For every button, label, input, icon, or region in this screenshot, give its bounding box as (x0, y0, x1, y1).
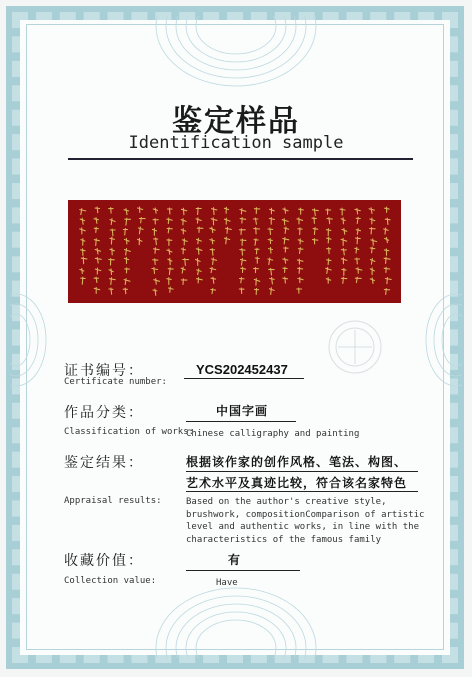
calligraphy-stroke (94, 227, 98, 232)
calligraphy-stroke (109, 269, 113, 275)
calligraphy-stroke (282, 219, 288, 225)
calligraphy-stroke (212, 208, 217, 215)
calligraphy-stroke (255, 257, 259, 263)
calligraphy-stroke (167, 278, 171, 285)
calligraphy-stroke (297, 288, 302, 293)
calligraphy-stroke (312, 217, 316, 223)
calligraphy-stroke (124, 238, 129, 244)
calligraphy-stroke (240, 209, 246, 214)
calligraphy-stroke (284, 227, 289, 233)
calligraphy-stroke (268, 258, 273, 265)
calligraphy-stroke (196, 218, 201, 223)
collection-underline (186, 570, 300, 571)
calligraphy-stroke (94, 287, 100, 293)
calligraphy-stroke (168, 268, 173, 275)
title-divider (68, 158, 413, 160)
calligraphy-stroke (81, 239, 85, 246)
classification-value-cn: 中国字画 (216, 404, 269, 418)
calligraphy-stroke (297, 218, 303, 224)
calligraphy-stroke (109, 208, 113, 214)
calligraphy-stroke (268, 239, 272, 244)
calligraphy-stroke (95, 207, 100, 213)
calligraphy-stroke (224, 237, 229, 244)
appraisal-underline-2 (186, 491, 418, 492)
calligraphy-stroke (384, 249, 388, 255)
classification-label-en: Classification of works: (64, 427, 195, 437)
calligraphy-stroke (384, 228, 389, 234)
calligraphy-stroke (181, 248, 185, 254)
calligraphy-stroke (385, 237, 389, 242)
calligraphy-stroke (240, 218, 246, 224)
calligraphy-stroke (241, 267, 246, 272)
calligraphy-stroke (197, 238, 202, 243)
calligraphy-stroke (270, 278, 275, 284)
calligraphy-stroke (152, 228, 156, 235)
calligraphy-stroke (385, 278, 391, 284)
calligraphy-stroke (298, 239, 303, 244)
calligraphy-stroke (196, 248, 202, 254)
calligraphy-stroke (95, 268, 100, 274)
calligraphy-stroke (355, 277, 361, 282)
calligraphy-stroke (167, 208, 172, 214)
collection-label-cn: 收藏价值： (64, 553, 144, 569)
calligraphy-stroke (138, 238, 142, 244)
calligraphy-stroke (80, 218, 84, 224)
calligraphy-stroke (210, 249, 214, 256)
calligraphy-stroke (297, 259, 303, 264)
classification-label-cn: 作品分类： (64, 405, 144, 421)
calligraphy-stroke (124, 209, 129, 215)
calligraphy-stroke (371, 239, 377, 245)
calligraphy-stroke (255, 288, 259, 294)
calligraphy-stroke (356, 217, 360, 223)
calligraphy-stroke (110, 237, 115, 244)
calligraphy-stroke (298, 277, 303, 282)
calligraphy-stroke (240, 278, 245, 283)
calligraphy-stroke (326, 278, 331, 284)
calligraphy-stroke (110, 248, 115, 255)
appraisal-label-cn: 鉴定结果： (64, 455, 144, 471)
appraisal-label-en: Appraisal results: (64, 496, 162, 506)
calligraphy-stroke (356, 237, 361, 244)
calligraphy-stroke (181, 219, 186, 225)
calligraphy-stroke (94, 277, 98, 282)
calligraphy-stroke (80, 209, 86, 215)
collection-label-en: Collection value: (64, 576, 157, 586)
calligraphy-stroke (283, 277, 288, 283)
calligraphy-stroke (355, 208, 360, 214)
calligraphy-stroke (342, 228, 347, 234)
calligraphy-stroke (326, 267, 332, 273)
calligraphy-stroke (211, 277, 216, 283)
calligraphy-stroke (369, 208, 374, 214)
calligraphy-stroke (210, 227, 215, 233)
calligraphy-stroke (211, 258, 216, 265)
appraisal-value-cn-line2: 艺术水平及真迹比较，符合该名家特色 (186, 476, 408, 490)
appraisal-value-cn-line1: 根据该作家的创作风格、笔法、构图、 (186, 455, 408, 469)
calligraphy-stroke (167, 249, 172, 254)
calligraphy-stroke (384, 289, 389, 295)
calligraphy-stroke (326, 209, 331, 214)
calligraphy-stroke (283, 208, 288, 213)
calligraphy-stroke (370, 218, 375, 224)
calligraphy-stroke (370, 278, 374, 284)
calligraphy-stroke (153, 219, 158, 224)
calligraphy-stroke (370, 268, 374, 275)
calligraphy-stroke (283, 258, 288, 263)
calligraphy-stroke (211, 289, 216, 294)
calligraphy-artwork-image (68, 200, 401, 303)
calligraphy-stroke (211, 218, 217, 225)
classification-underline (186, 421, 296, 422)
calligraphy-stroke (196, 208, 201, 215)
calligraphy-stroke (327, 259, 331, 265)
calligraphy-stroke (370, 259, 375, 265)
calligraphy-stroke (94, 239, 99, 246)
calligraphy-stroke (167, 228, 172, 233)
calligraphy-stroke (95, 257, 101, 263)
calligraphy-stroke (298, 228, 302, 235)
calligraphy-stroke (153, 259, 158, 265)
calligraphy-stroke (110, 219, 115, 225)
calligraphy-stroke (109, 288, 113, 294)
calligraphy-stroke (269, 288, 274, 295)
calligraphy-stroke (356, 268, 362, 274)
calligraphy-stroke (299, 208, 304, 214)
calligraphy-stroke (356, 229, 360, 235)
calligraphy-stroke (239, 288, 244, 293)
calligraphy-stroke (385, 218, 390, 224)
calligraphy-stroke (240, 249, 245, 256)
calligraphy-stroke (181, 208, 186, 214)
calligraphy-stroke (240, 259, 245, 266)
calligraphy-stroke (181, 229, 186, 234)
calligraphy-stroke (80, 228, 86, 234)
calligraphy-stroke (270, 208, 275, 214)
calligraphy-stroke (313, 228, 318, 235)
calligraphy-stroke (81, 277, 85, 284)
calligraphy-stroke (326, 229, 330, 236)
calligraphy-stroke (138, 227, 143, 234)
calligraphy-stroke (123, 288, 127, 294)
calligraphy-stroke (124, 279, 130, 285)
calligraphy-stroke (224, 207, 228, 213)
calligraphy-stroke (154, 248, 160, 254)
calligraphy-stroke (95, 249, 100, 255)
certificate-title-en: Identification sample (128, 133, 344, 153)
appraisal-value-en-line1: Based on the author's creative style, (186, 497, 387, 507)
calligraphy-stroke (210, 239, 215, 244)
calligraphy-stroke (224, 218, 230, 224)
certificate-number-label-cn: 证书编号： (64, 363, 144, 379)
calligraphy-stroke (239, 229, 245, 235)
calligraphy-stroke (181, 279, 187, 285)
classification-value-en: Chinese calligraphy and painting (186, 429, 360, 439)
collection-value-cn: 有 (228, 553, 242, 567)
calligraphy-stroke (154, 238, 158, 245)
calligraphy-stroke (196, 259, 201, 266)
calligraphy-stroke (125, 249, 131, 256)
calligraphy-stroke (168, 258, 172, 264)
certificate-number-value: YCS202452437 (196, 362, 288, 377)
calligraphy-stroke (124, 257, 128, 263)
calligraphy-stroke (384, 267, 390, 272)
calligraphy-stroke (269, 218, 274, 225)
calligraphy-stroke (182, 239, 187, 245)
calligraphy-stroke (327, 218, 333, 224)
calligraphy-stroke (341, 258, 347, 264)
calligraphy-stroke (312, 239, 317, 244)
calligraphy-stroke (254, 278, 259, 285)
calligraphy-stroke (254, 239, 258, 246)
calligraphy-stroke (167, 218, 172, 224)
calligraphy-stroke (255, 248, 259, 254)
calligraphy-stroke (197, 278, 203, 283)
calligraphy-stroke (341, 277, 346, 283)
calligraphy-stroke (226, 227, 232, 233)
calligraphy-stroke (269, 248, 273, 254)
calligraphy-stroke (341, 249, 346, 255)
calligraphy-stroke (81, 249, 86, 256)
appraisal-value-en-line2: brushwork, compositionComparison of artistic (186, 509, 425, 520)
calligraphy-stroke (254, 208, 259, 214)
calligraphy-stroke (284, 247, 289, 252)
calligraphy-stroke (269, 268, 275, 275)
calligraphy-stroke (254, 228, 260, 234)
calligraphy-stroke (370, 247, 375, 253)
appraisal-underline-1 (186, 471, 418, 472)
calligraphy-stroke (168, 287, 173, 292)
calligraphy-stroke (355, 258, 360, 264)
calligraphy-stroke (153, 208, 157, 213)
calligraphy-stroke (298, 248, 303, 254)
calligraphy-stroke (154, 279, 160, 285)
calligraphy-stroke (110, 278, 116, 285)
calligraphy-stroke (110, 229, 115, 236)
calligraphy-stroke (125, 268, 130, 273)
calligraphy-stroke (327, 248, 331, 254)
calligraphy-stroke (327, 237, 331, 243)
appraisal-value-en-line4: characteristics of the famous family (186, 534, 382, 545)
calligraphy-stroke (342, 268, 346, 275)
calligraphy-stroke (152, 268, 158, 274)
calligraphy-stroke (370, 228, 376, 235)
calligraphy-stroke (138, 207, 143, 212)
calligraphy-stroke (181, 267, 185, 273)
certificate-number-label-en: Certificate number: (64, 377, 167, 387)
calligraphy-stroke (283, 238, 289, 244)
certificate-number-underline (184, 378, 304, 379)
calligraphy-stroke (254, 268, 259, 273)
calligraphy-stroke (167, 239, 172, 246)
calligraphy-stroke (153, 289, 157, 295)
calligraphy-stroke (197, 227, 203, 232)
calligraphy-stroke (210, 267, 216, 272)
calligraphy-stroke (341, 238, 347, 245)
calligraphy-stroke (183, 259, 189, 266)
calligraphy-stroke (312, 209, 318, 216)
calligraphy-stroke (94, 218, 98, 224)
collection-value-en: Have (216, 578, 238, 588)
calligraphy-stroke (298, 267, 303, 273)
calligraphy-stroke (81, 257, 87, 264)
calligraphy-stroke (283, 267, 287, 272)
calligraphy-stroke (355, 247, 359, 253)
calligraphy-stroke (125, 218, 131, 225)
calligraphy-stroke (385, 207, 390, 212)
calligraphy-stroke (384, 257, 390, 263)
calligraphy-stroke (240, 239, 246, 245)
calligraphy-stroke (139, 218, 145, 223)
calligraphy-stroke (268, 228, 273, 234)
appraisal-value-en-line3: level and authentic works, in line with the (186, 522, 419, 532)
certificate-title-cn: 鉴定样品 (172, 104, 300, 139)
calligraphy-stroke (341, 218, 345, 224)
calligraphy-stroke (80, 268, 84, 273)
calligraphy-stroke (197, 269, 201, 275)
calligraphy-stroke (253, 218, 258, 224)
calligraphy-stroke (109, 259, 115, 266)
calligraphy-stroke (123, 229, 127, 236)
calligraphy-stroke (340, 208, 345, 215)
